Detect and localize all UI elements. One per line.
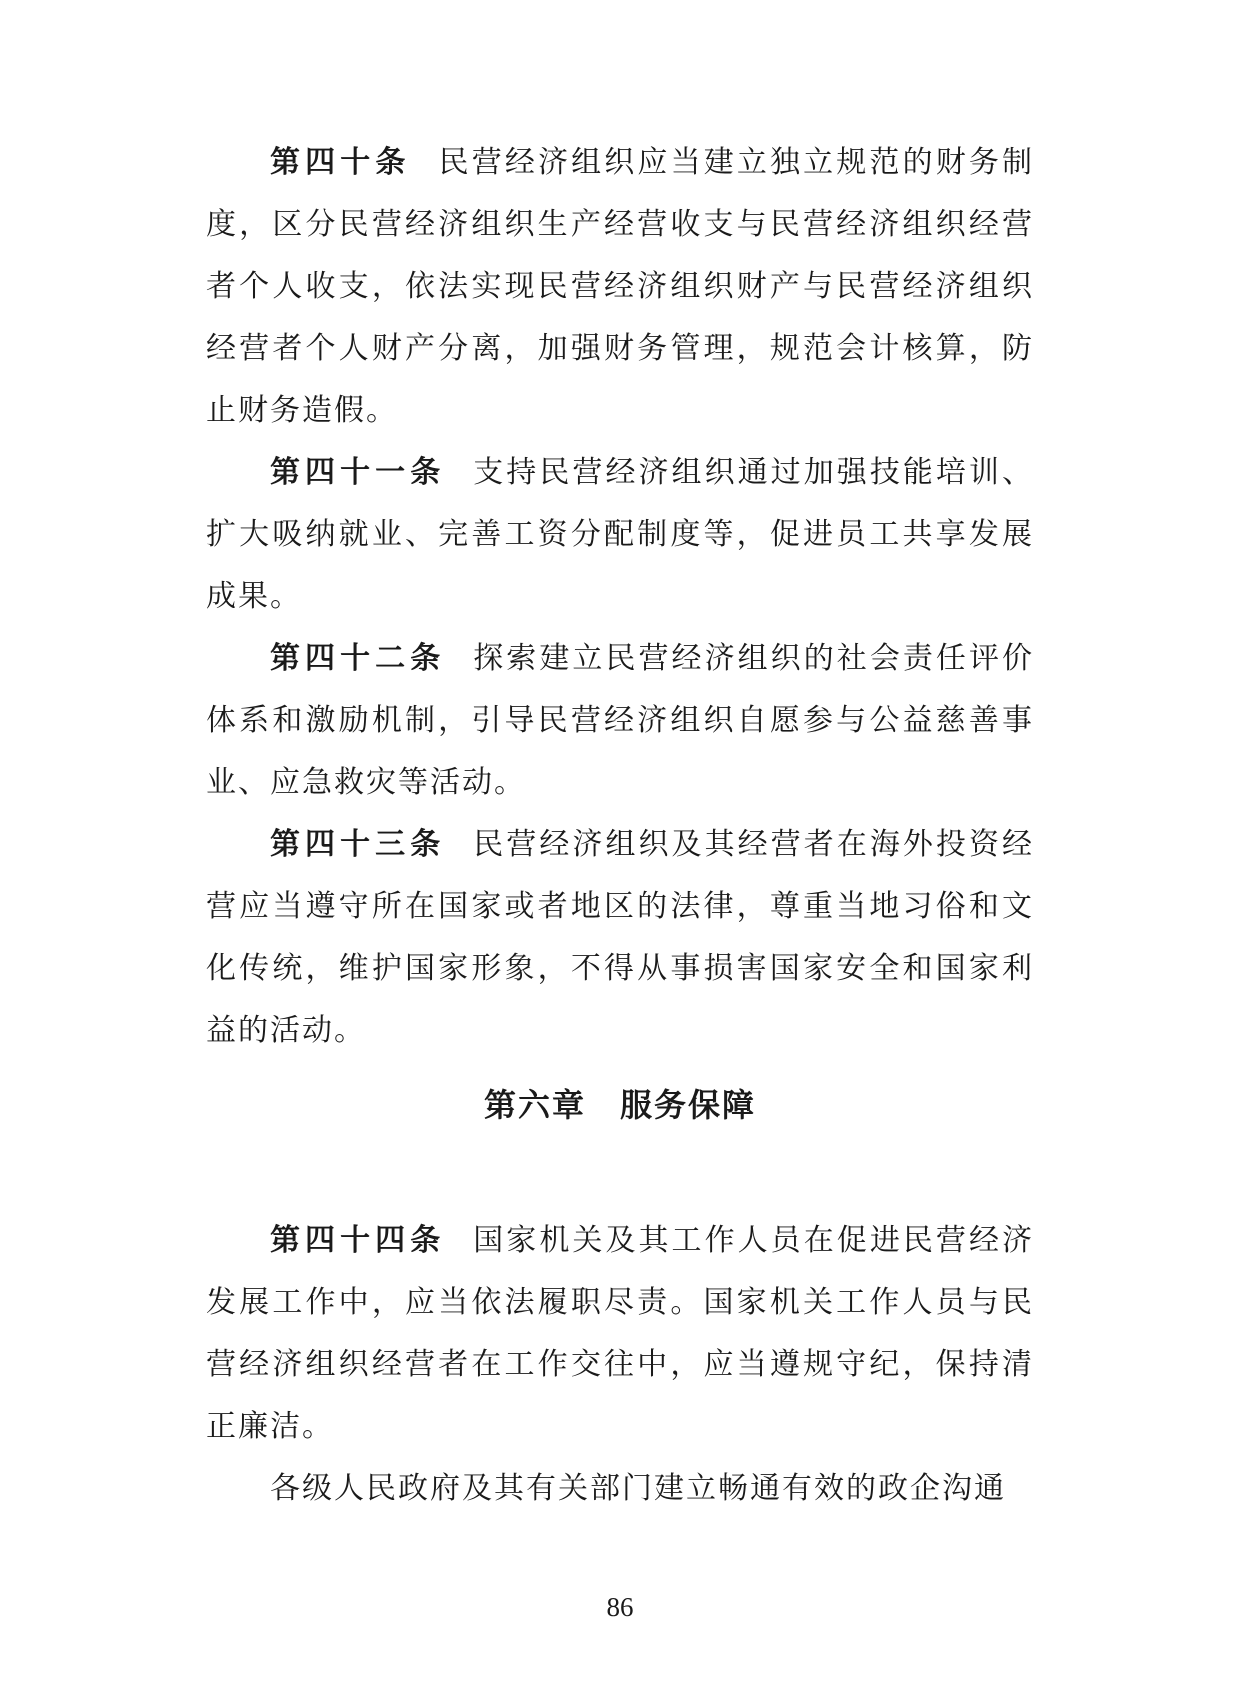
article-number: 第四十三条	[270, 827, 446, 862]
article-44	[206, 1210, 1034, 1458]
page-number: 86	[606, 1592, 634, 1622]
article-43	[206, 814, 1034, 1062]
article-number: 第四十一条	[270, 455, 446, 490]
trailing-paragraph: 各级人民政府及其有关部门建立畅通有效的政企沟通	[270, 1471, 1006, 1506]
article-40	[206, 132, 1034, 442]
chapter-heading: 第六章 服务保障	[483, 1086, 756, 1124]
article-number: 第四十条	[270, 145, 411, 180]
article-41	[206, 442, 1034, 628]
article-text: 国家机关及其工作人员在促进民营经济发展工作中，应当依法履职尽责。国家机关工作人员与民营经济组织经营者在工作交往中，应当遵规守纪，保持清正廉洁。	[206, 1223, 1035, 1444]
article-number: 第四十二条	[270, 641, 446, 676]
chapter-six-articles	[206, 1210, 1034, 1520]
article-42	[206, 628, 1034, 814]
article-text: 支持民营经济组织通过加强技能培训、扩大吸纳就业、完善工资分配制度等，促进员工共享发展成果。	[206, 455, 1035, 614]
article-number: 第四十四条	[270, 1223, 446, 1258]
chapter-five-tail-articles	[206, 132, 1034, 1062]
article-text: 探索建立民营经济组织的社会责任评价体系和激励机制，引导民营经济组织自愿参与公益慈善事业、应急救灾等活动。	[206, 641, 1035, 800]
article-text: 民营经济组织应当建立独立规范的财务制度，区分民营经济组织生产经营收支与民营经济组织经营者个人收支，依法实现民营经济组织财产与民营经济组织经营者个人财产分离，加强财务管理，规范会计核算，防止财务造假。	[206, 145, 1035, 428]
article-text: 民营经济组织及其经营者在海外投资经营应当遵守所在国家或者地区的法律，尊重当地习俗和文化传统，维护国家形象，不得从事损害国家安全和国家利益的活动。	[206, 827, 1035, 1048]
